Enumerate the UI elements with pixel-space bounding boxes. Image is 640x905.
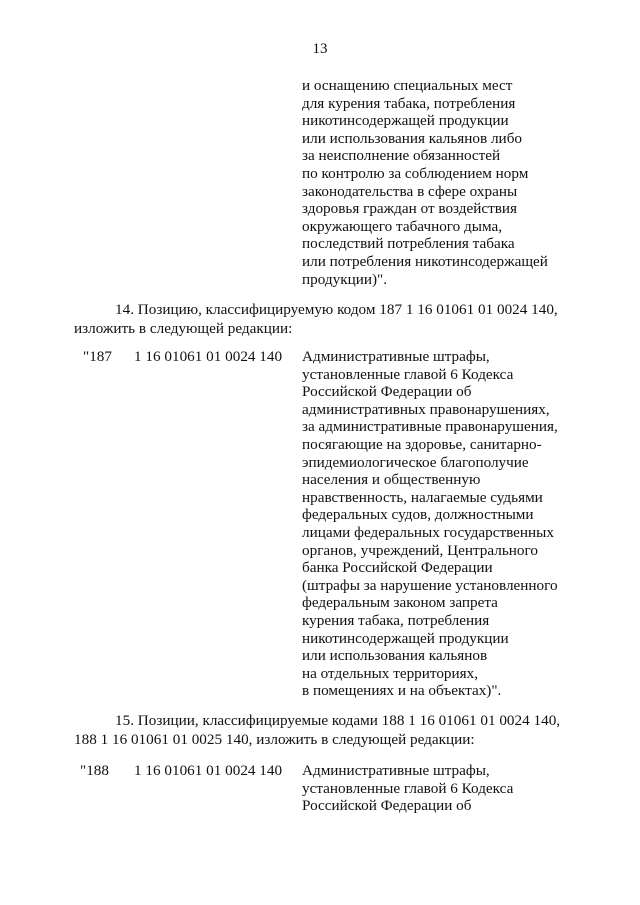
text-line: установленные главой 6 Кодекса xyxy=(302,779,514,797)
text-line: банка Российской Федерации xyxy=(302,559,493,577)
item-14-kbk-code: 1 16 01061 01 0024 140 xyxy=(134,348,283,365)
item-15-admin-code: "188 xyxy=(80,762,109,779)
text-line: или использования кальянов либо xyxy=(302,129,523,147)
text-line: за административные правонарушения, xyxy=(302,418,558,436)
text-line: законодательства в сфере охраны xyxy=(302,182,518,200)
item-15-paragraph xyxy=(74,711,560,749)
item-15-description xyxy=(302,762,513,815)
text-line: Российской Федерации об xyxy=(302,383,472,401)
text-line: окружающего табачного дыма, xyxy=(302,217,503,235)
text-line: населения и общественную xyxy=(302,471,481,489)
text-line: никотинсодержащей продукции xyxy=(302,629,509,647)
page-number: 13 xyxy=(312,41,328,57)
text-line: эпидемиологическое благополучие xyxy=(302,453,529,471)
text-line: здоровья граждан от воздействия xyxy=(302,200,518,218)
text-line: органов, учреждений, Центрального xyxy=(302,541,538,559)
paragraph-line: 14. Позицию, классифицируемую кодом 187 1 16 01061 01 0024 140, xyxy=(115,301,558,318)
text-line: за неисполнение обязанностей xyxy=(302,147,501,165)
text-line: никотинсодержащей продукции xyxy=(302,112,509,130)
text-line: на отдельных территориях, xyxy=(302,664,479,682)
text-line: и оснащению специальных мест xyxy=(302,77,513,94)
item-14-paragraph xyxy=(74,300,558,338)
text-line: федеральных судов, должностными xyxy=(302,506,534,524)
paragraph-line: 188 1 16 01061 01 0025 140, изложить в следующей редакции: xyxy=(74,731,475,748)
paragraph-line: изложить в следующей редакции: xyxy=(74,320,293,337)
text-line: посягающие на здоровье, санитарно- xyxy=(302,435,542,453)
text-line: или потребления никотинсодержащей xyxy=(302,252,548,270)
text-line: нравственность, налагаемые судьями xyxy=(302,488,543,506)
text-line: (штрафы за нарушение установленного xyxy=(302,576,558,594)
text-line: административных правонарушениях, xyxy=(302,400,550,418)
text-line: или использования кальянов xyxy=(302,647,488,665)
item-15-kbk-code: 1 16 01061 01 0024 140 xyxy=(134,762,283,779)
text-line: Российской Федерации об xyxy=(302,797,472,815)
text-line: федеральным законом запрета xyxy=(302,594,498,612)
item-14-description xyxy=(302,348,558,700)
text-line: курения табака, потребления xyxy=(302,611,490,629)
text-line: по контролю за соблюдением норм xyxy=(302,164,529,182)
text-line: последствий потребления табака xyxy=(302,235,515,253)
text-line: для курения табака, потребления xyxy=(302,94,516,112)
paragraph-line: 15. Позиции, классифицируемые кодами 188 1 16 01061 01 0024 140, xyxy=(115,712,561,729)
text-line: лицами федеральных государственных xyxy=(302,523,554,541)
continued-description xyxy=(302,77,548,288)
item-14-admin-code: "187 xyxy=(83,348,112,365)
text-line: Административные штрафы, xyxy=(302,762,490,779)
text-line: установленные главой 6 Кодекса xyxy=(302,365,514,383)
text-line: в помещениях и на объектах)". xyxy=(302,682,502,700)
text-line: Административные штрафы, xyxy=(302,348,490,365)
text-line: продукции)". xyxy=(302,270,388,288)
